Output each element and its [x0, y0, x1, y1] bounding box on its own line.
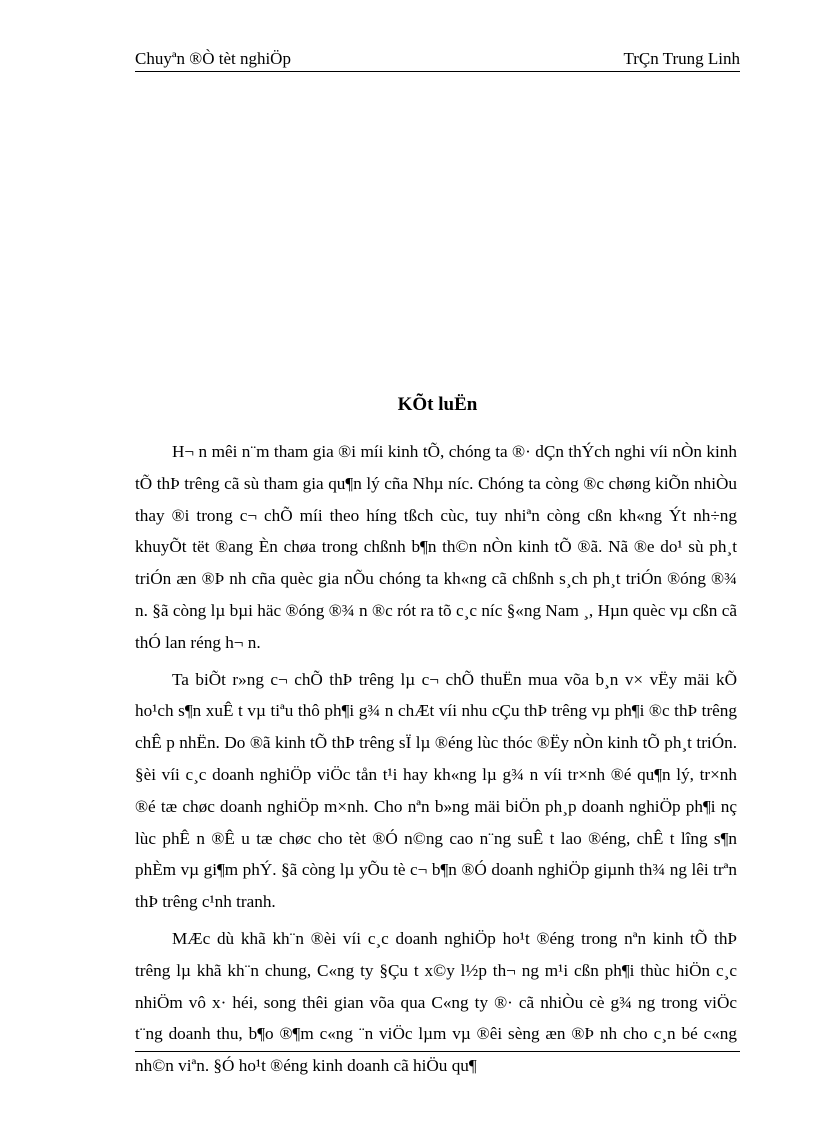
body-text [135, 436, 737, 1087]
paragraph: H¬ n mêi n¨m tham gia ®i míi kinh tÕ, chóng ta ®· dÇn thÝch nghi víi nÒn kinh tÕ thÞ trêng cã sù tham gia qu¶n lý cña Nhµ níc. Chóng ta còng ®c chøng kiÕn nhiÒu thay ®i trong c¬ chÕ míi theo híng tßch cùc, tuy nhiªn còng cßn kh«ng Ýt nh÷ng khuyÕt tët ®ang Èn chøa trong chßnh b¶n th©n nÒn kinh tÕ ®ã. Nã ®e do¹ sù ph¸t triÓn æn ®Þ nh cña quèc gia nÕu chóng ta kh«ng cã chßnh s¸ch ph¸t triÓn ®óng ®¾ n. §ã còng lµ bµi häc ®óng ®¾ n ®c rót ra tõ c¸c níc §«ng Nam ¸, Hµn quèc vµ cßn cã thÓ lan réng h¬ n. [135, 442, 737, 652]
paragraph: MÆc dù khã kh¨n ®èi víi c¸c doanh nghiÖp ho¹t ®éng trong nªn kinh tÕ thÞ trêng lµ khã kh¨n chung, C«ng ty §Çu t x©y l½p th¬ ng m¹i cßn ph¶i thùc hiÖn c¸c nhiÖm vô x· héi, song thêi gian võa qua C«ng ty ®· cã nhiÒu cè g¾ ng trong viÖc t¨ng doanh thu, b¶o ®¶m c«ng ¨n viÖc lµm vµ ®êi sèng æn ®Þ nh cho c¸n bé c«ng nh©n viªn. §Ó ho¹t ®éng kinh doanh cã hiÖu qu¶ [135, 928, 737, 1076]
paragraph: Ta biÕt r»ng c¬ chÕ thÞ trêng lµ c¬ chÕ thuËn mua võa b¸n v× vËy mäi kÕ ho¹ch s¶n xuÊ t vµ tiªu thô ph¶i g¾ n chÆt víi nhu cÇu thÞ trêng vµ ph¶i ®c thÞ trêng chÊ p nhËn. Do ®ã kinh tÕ thÞ trêng sÏ lµ ®éng lùc thóc ®Ëy nÒn kinh tÕ ph¸t triÓn. §èi víi c¸c doanh nghiÖp viÖc tån t¹i hay kh«ng lµ g¾ n víi tr×nh ®é qu¶n lý, tr×nh ®é tæ chøc doanh nghiÖp m×nh. Cho nªn b»ng mäi biÖn ph¸p doanh nghiÖp ph¶i nç lùc phÊ n ®Ê u tæ chøc cho tèt ®Ó n©ng cao n¨ng suÊ t lao ®éng, chÊ t lîng s¶n phÈm vµ gi¶m phÝ. §ã còng lµ yÕu tè c¬ b¶n ®Ó doanh nghiÖp giµnh th¾ ng lêi trªn thÞ trêng c¹nh tranh. [135, 669, 737, 912]
header-document-title: Chuyªn ®Ò tèt nghiÖp [135, 49, 291, 68]
section-heading: KÕt luËn [397, 394, 478, 415]
footer-rule [135, 1051, 740, 1052]
header-author-name: TrÇn Trung Linh [623, 49, 740, 68]
page-header [135, 49, 740, 72]
